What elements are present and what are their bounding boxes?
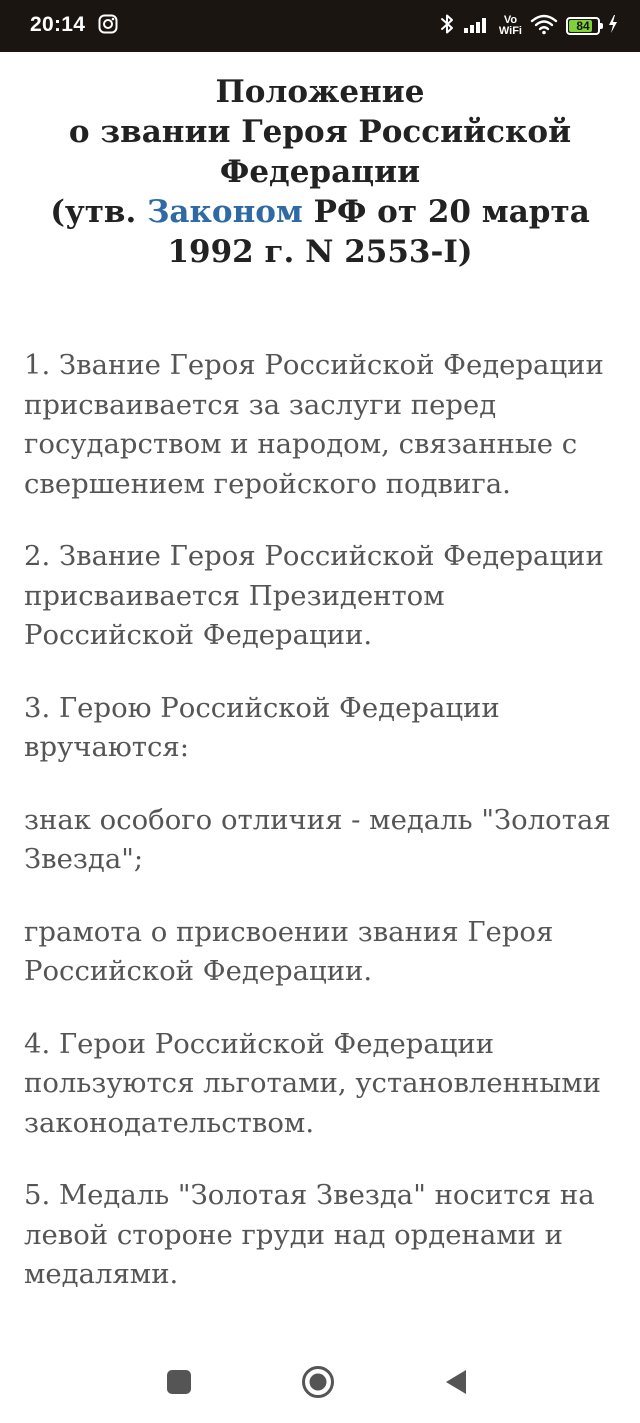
document-paragraphs <box>0 346 640 1295</box>
home-icon <box>301 1365 335 1399</box>
recent-apps-button[interactable] <box>161 1364 197 1400</box>
back-button[interactable] <box>438 1364 474 1400</box>
bluetooth-icon <box>439 12 455 41</box>
paragraph-2: 2. Звание Героя Российской Федерации присваивается Президентом Российской Федерации. <box>24 540 604 651</box>
paragraph-1: 1. Звание Героя Российской Федерации присваивается за заслуги перед государством и народом, связанные с свершением геройского подвига. <box>24 349 604 500</box>
status-icons <box>439 10 618 42</box>
approval-suffix: РФ от 20 марта 1992 г. N 2553-I) <box>167 194 590 270</box>
vowifi-top-text: Vo <box>503 14 518 26</box>
approval-prefix: (утв. <box>50 194 148 230</box>
charging-icon <box>608 14 618 39</box>
paragraph-3-item-2: грамота о присвоении звания Героя Российской Федерации. <box>24 915 554 987</box>
vowifi-bottom-text: WiFi <box>498 25 522 37</box>
navigation-bar <box>0 1340 640 1423</box>
title-line-2: о звании Героя Российской Федерации <box>68 114 572 190</box>
status-time: 20:14 <box>30 13 86 36</box>
battery-icon <box>566 17 600 35</box>
paragraph-4: 4. Герои Российской Федерации пользуются льготами, установленными законодательством. <box>24 1027 601 1139</box>
status-bar <box>0 0 640 52</box>
vowifi-icon <box>499 15 522 37</box>
back-icon <box>443 1368 469 1396</box>
approval-line <box>24 192 616 272</box>
signal-icon <box>463 14 491 39</box>
wifi-icon <box>530 13 558 40</box>
home-button[interactable] <box>300 1364 336 1400</box>
title-line-1: Положение <box>215 74 425 110</box>
document-title <box>24 72 616 272</box>
recent-apps-icon <box>166 1369 192 1395</box>
document-content <box>0 52 640 1328</box>
paragraph-5: 5. Медаль "Золотая Звезда" носится на левой стороне груди над орденами и медалями. <box>24 1179 595 1290</box>
instagram-icon <box>98 14 118 39</box>
paragraph-3-item-1: знак особого отличия - медаль "Золотая Звезда"; <box>24 803 611 875</box>
paragraph-3: 3. Герою Российской Федерации вручаются: <box>24 691 500 763</box>
battery-level: 84 <box>576 19 590 33</box>
law-link[interactable]: Законом <box>147 194 303 230</box>
